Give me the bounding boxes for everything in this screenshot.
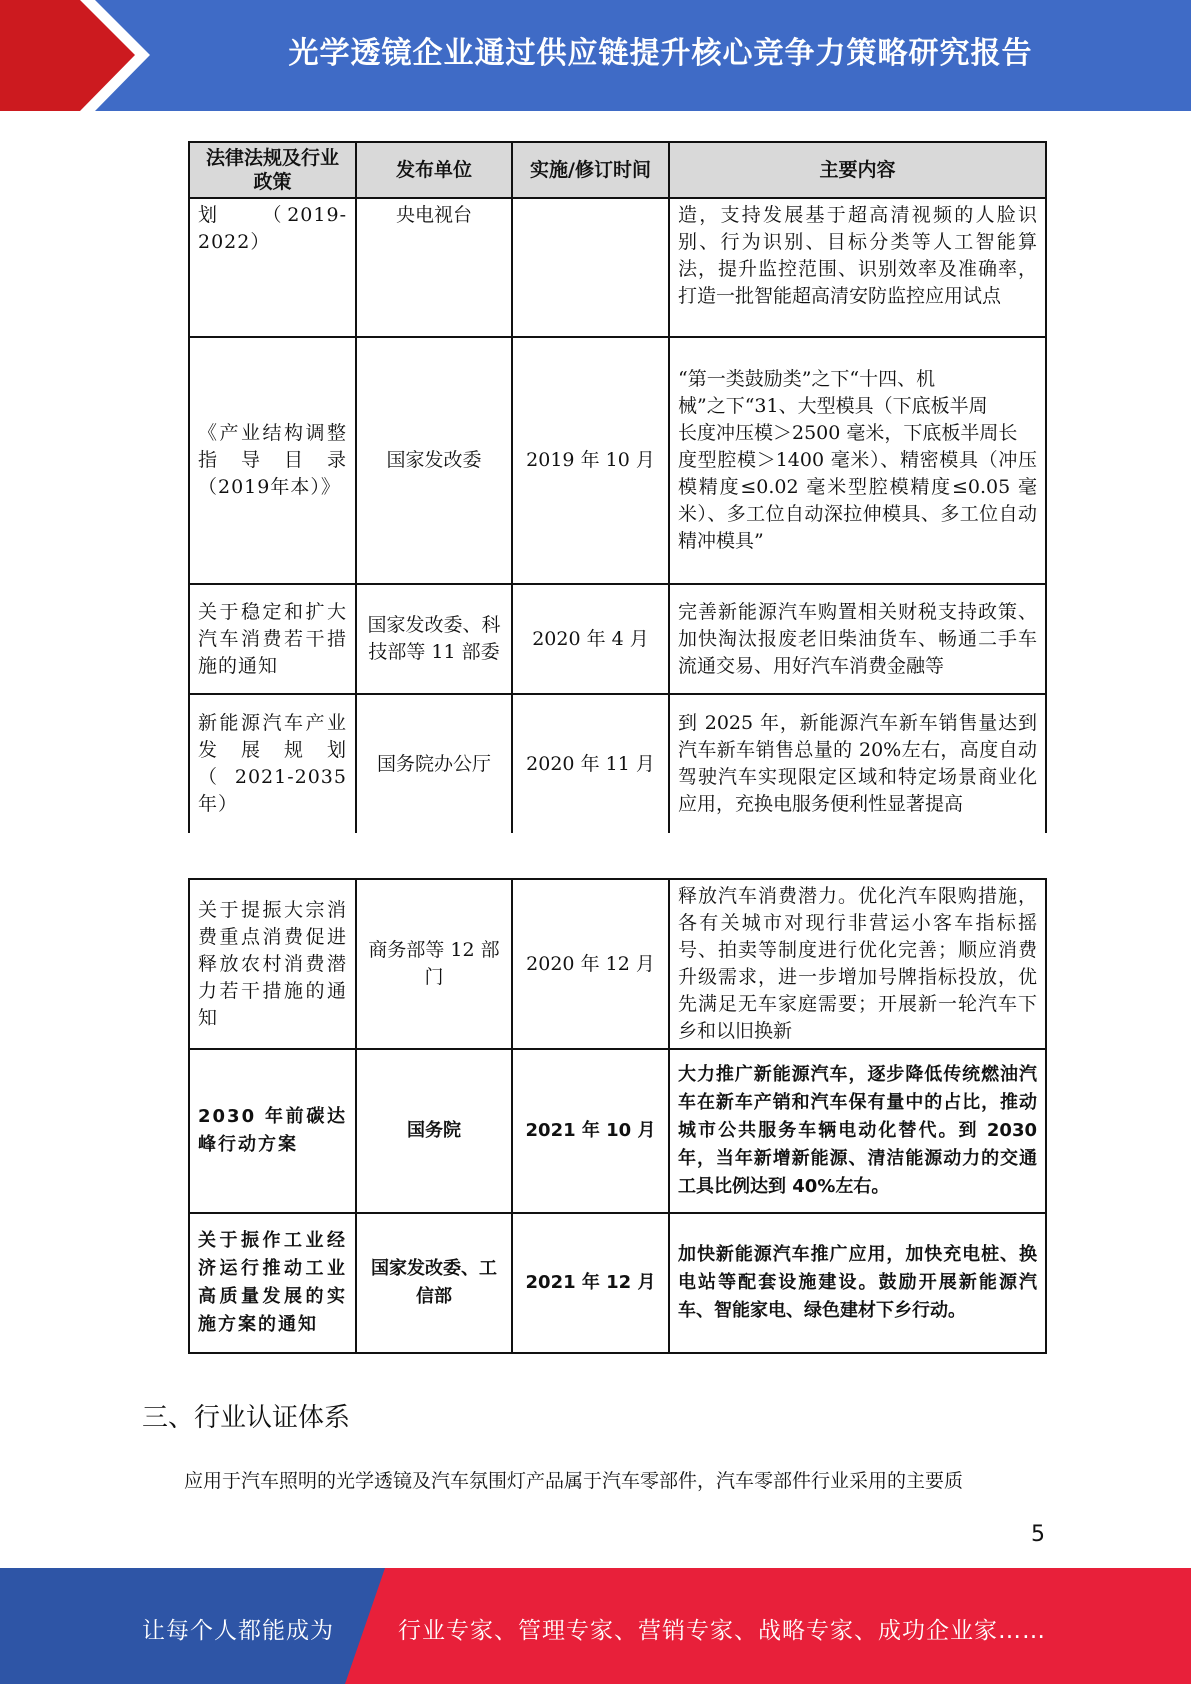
table-row [189,584,1046,694]
page-footer [0,1568,1191,1684]
cell-law: 划 （2019-2022） [189,198,356,337]
cell-law: 关于振作工业经济运行推动工业高质量发展的实施方案的通知 [189,1213,356,1353]
cell-content: 完善新能源汽车购置相关财税支持政策、加快淘汰报废老旧柴油货车、畅通二手车流通交易、用好汽车消费金融等 [669,584,1046,694]
table-row [189,1213,1046,1353]
cell-law: 《产业结构调整指导目录（2019年本）》 [189,337,356,584]
cell-publisher: 国务院办公厅 [356,694,512,833]
cell-publisher: 商务部等 12 部门 [356,879,512,1049]
content-line: 械”之下“31、大型模具（下底板半周 [678,395,988,417]
cell-content: 造，支持发展基于超高清视频的人脸识别、行为识别、目标分类等人工智能算法，提升监控范围、识别效率及准确率，打造一批智能超高清安防监控应用试点 [669,198,1046,337]
cell-date: 2019 年 10 月 [512,337,669,584]
content-line: “第一类鼓励类”之下“十四、机 [678,368,936,390]
cell-publisher: 国家发改委、工信部 [356,1213,512,1353]
cell-law: 2030 年前碳达峰行动方案 [189,1049,356,1213]
cell-date [512,198,669,337]
cell-content: 释放汽车消费潜力。优化汽车限购措施，各有关城市对现行非营运小客车指标摇号、拍卖等制度进行优化完善；顺应消费升级需求，进一步增加号牌指标投放，优先满足无车家庭需要；开展新一轮汽车下乡和以旧换新 [669,879,1046,1049]
content-line: 长度冲压模＞2500 毫米，下底板半周长 [678,422,1018,444]
cell-date: 2020 年 11 月 [512,694,669,833]
content-line: 度型腔模＞1400 毫米）、精密模具（冲压模精度≤0.02 毫米型腔模精度≤0.05 毫米）、多工位自动深拉伸模具、多工位自动精冲模具” [678,449,1037,552]
cell-publisher: 国家发改委 [356,337,512,584]
table-row [189,337,1046,584]
footer-slogan-left: 让每个人都能成为 [142,1618,334,1644]
policy-table-continued [188,878,1047,1354]
cell-content: 大力推广新能源汽车，逐步降低传统燃油汽车在新车产销和汽车保有量中的占比，推动城市公共服务车辆电动化替代。到 2030 年，当年新增新能源、清洁能源动力的交通工具比例达到 40%左右。 [669,1049,1046,1213]
cell-date: 2021 年 12 月 [512,1213,669,1353]
column-header-law: 法律法规及行业政策 [189,142,356,198]
cell-content: 到 2025 年，新能源汽车新车销售量达到汽车新车销售总量的 20%左右，高度自动驾驶汽车实现限定区域和特定场景商业化应用，充换电服务便利性显著提高 [669,694,1046,833]
page-header [0,0,1191,111]
table-row [189,198,1046,337]
column-header-content: 主要内容 [669,142,1046,198]
page-number: 5 [1031,1522,1045,1547]
table-row [189,879,1046,1049]
policy-table [188,141,1047,833]
cell-law: 关于稳定和扩大汽车消费若干措施的通知 [189,584,356,694]
column-header-date: 实施/修订时间 [512,142,669,198]
cell-date: 2020 年 12 月 [512,879,669,1049]
cell-law: 关于提振大宗消费重点消费促进释放农村消费潜力若干措施的通知 [189,879,356,1049]
table-row [189,1049,1046,1213]
cell-publisher: 国家发改委、科技部等 11 部委 [356,584,512,694]
section-heading: 三、行业认证体系 [142,1403,351,1433]
cell-publisher: 央电视台 [356,198,512,337]
column-header-publisher: 发布单位 [356,142,512,198]
body-paragraph: 应用于汽车照明的光学透镜及汽车氛围灯产品属于汽车零部件，汽车零部件行业采用的主要质 [184,1470,964,1492]
cell-content: 加快新能源汽车推广应用，加快充电桩、换电站等配套设施建设。鼓励开展新能源汽车、智能家电、绿色建材下乡行动。 [669,1213,1046,1353]
cell-publisher: 国务院 [356,1049,512,1213]
cell-content [669,337,1046,584]
cell-date: 2021 年 10 月 [512,1049,669,1213]
cell-date: 2020 年 4 月 [512,584,669,694]
report-title: 光学透镜企业通过供应链提升核心竞争力策略研究报告 [288,36,1033,71]
footer-slogan-right: 行业专家、管理专家、营销专家、战略专家、成功企业家…… [398,1618,1046,1644]
cell-law: 新能源汽车产业发展规划（2021-2035年） [189,694,356,833]
table-header-row [189,142,1046,198]
table-row [189,694,1046,833]
